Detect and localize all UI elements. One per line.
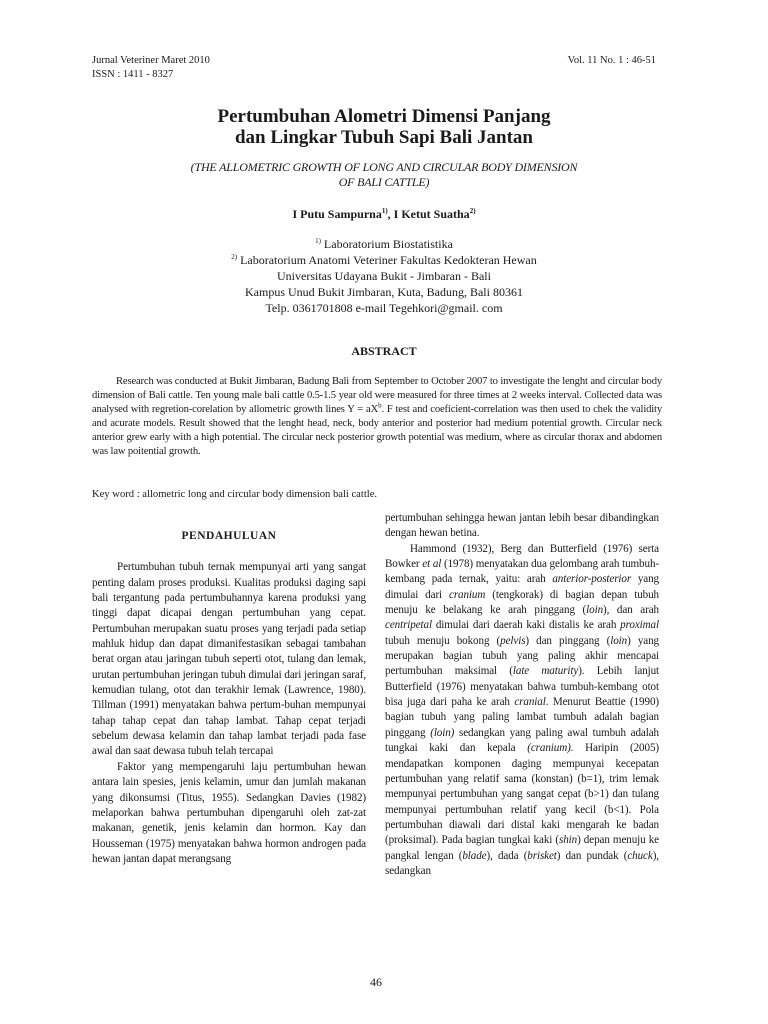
english-title [120, 160, 648, 190]
author-2-affil-mark: 2) [469, 207, 476, 215]
volume-info: Vol. 11 No. 1 : 46-51 [567, 55, 656, 66]
title-line-2: dan Lingkar Tubuh Sapi Bali Jantan [234, 127, 534, 148]
body-column-right [385, 511, 659, 879]
abstract-heading: ABSTRACT [351, 344, 417, 358]
university: Universitas Udayana Bukit - Jimbaran - Bali [277, 269, 491, 283]
abstract-exponent: b [378, 401, 382, 410]
paragraph: Faktor yang mempengaruhi laju pertumbuhan hewan antara lain spesies, jenis kelamin, umur dan jumlah makanan yang dikonsumsi (Titus, 1955). Sedangkan Davies (1982) melaporkan bahwa pertumbuhan dipengaruhi oleh zat-zat makanan, genetik, jenis kelamin dan hormon. Kay dan Housseman (1975) menyatakan bahwa hormon androgen pada hewan jantan dapat merangsang [92, 760, 366, 865]
journal-name: Jurnal Veteriner Maret 2010 [92, 55, 210, 66]
keywords: Key word : allometric long and circular body dimension bali cattle. [92, 489, 378, 500]
lab-2: Laboratorium Anatomi Veteriner Fakultas Kedokteran Hewan [237, 253, 537, 267]
affil-mark-2: 2) [231, 253, 238, 261]
affiliation-2 [0, 252, 768, 268]
english-title-line-2: OF BALI CATTLE) [338, 175, 430, 189]
abstract-text [92, 375, 662, 458]
paragraph: Pertumbuhan tubuh ternak mempunyai arti yang sangat penting dalam proses produksi. Kualitas produksi daging sapi bali tergantung pada pertumbuhannya karena produksi yang tinggi dapat dicapai dengan pertumbuhan yang cepat. Pertumbuhan merupakan suatu proses yang terjadi pada setiap mahluk hidup dan dapat dimanifestasikan sebagai tambahan berat organ atau jaringan tubuh seperti otot, tulang dan lemak, urutan pertumbuhan jeringan tubuh dimulai dari jeringan saraf, kemudian tulang, otot dan terakhir lemak (Lawrence, 1980). Tillman (1991) menyatakan bahwa pertum-buhan mempunyai tahap tahap cepat dan tahap lambat. Tahap cepat terjadi sebelum dewasa kelamin dan tahap lambat terjadi pada fase awal dan saat dewasa tubuh telah tercapai [92, 561, 366, 758]
english-title-line-1: (THE ALLOMETRIC GROWTH OF LONG AND CIRCULAR BODY DIMENSION [190, 160, 578, 174]
author-1-affil-mark: 1) [381, 207, 388, 215]
affiliation-1 [0, 236, 768, 252]
contact-info: Telp. 0361701808 e-mail Tegehkori@gmail. com [265, 301, 503, 315]
paragraph: Hammond (1932), Berg dan Butterfield (1976) serta Bowker et al (1978) menyatakan dua gelombang arah tumbuh-kembang pada ternak, yaitu: arah anterior-posterior yang dimulai dari cranium (tengkorak) di bagian depan tubuh menuju ke belakang ke arah pinggang (loin), dan arah centripetal dimulai dari daerah kaki distalis ke arah proximal tubuh menuju bokong (pelvis) dan pinggang (loin) yang merupakan bagian tubuh yang paling akhir mencapai pertumbuhan maksimal (late maturity). Lebih lanjut Butterfield (1976) menyatakan bahwa tumbuh-kembang otot bisa juga dari paha ke arah cranial. Menurut Beattie (1990) bagian tubuh yang paling lambat tumbuh adalah bagian pinggang (loin) sedangkan yang paling awal tumbuh adalah tungkai kaki dan kepala (cranium). Haripin (2005) mendapatkan komponen daging mempunyai kecepatan pertumbuhan yang relatif sama (konstan) (b=1), trim lemak mempunyai pertumbuhan yang sangat cepat (b>1) dan tulang mempunyai pertumbuhan relatif yang kecil (b<1). Pola pertumbuhan diawali dari distal kaki mengarah ke badan (proksimal). Pada bagian tungkai kaki (shin) depan menuju ke pangkal lengan (blade), dada (brisket) dan pundak (chuck), sedangkan [385, 542, 660, 877]
author-2: I Ketut Suatha [393, 207, 470, 221]
paragraph: pertumbuhan sehingga hewan jantan lebih besar dibandingkan dengan hewan betina. [385, 512, 659, 540]
section-heading: PENDAHULUAN [181, 530, 277, 542]
body-column-left [92, 511, 366, 867]
lab-1: Laboratorium Biostatistika [320, 237, 453, 251]
issn: ISSN : 1411 - 8327 [92, 69, 174, 80]
paper-title [0, 106, 768, 148]
author-1: I Putu Sampurna [292, 207, 382, 221]
page-number: 46 [370, 975, 382, 989]
title-line-1: Pertumbuhan Alometri Dimensi Panjang [217, 106, 551, 127]
affiliations [0, 236, 768, 316]
affil-mark-1: 1) [315, 237, 321, 245]
author-separator: , [387, 207, 394, 221]
campus-address: Kampus Unud Bukit Jimbaran, Kuta, Badung, Bali 80361 [245, 285, 523, 299]
running-header-left [92, 54, 210, 82]
author-list [0, 207, 768, 222]
abstract-part-1: Research was conducted at Bukit Jimbaran, Badung Bali from September to October 2007 to investigate the lenght and circular body dimension of Bali cattle. Ten young male bali cattle 0.5-1.5 year old were measured for three times at 2 weeks interval. Collected data was analysed with regretion-corelation by allometric growth lines Y = aX [92, 376, 662, 415]
abstract-part-2: . F test and coeficient-correlation was then used to chek the validity and acurate models. Result showed that the lenght head, neck, body anterior and posterior had medium potential growth. Circular neck anterior grew early with a high potential. The circular neck posterior growth potential was medium, where as circular thorax and abdomen was law poitential growth. [92, 403, 662, 457]
